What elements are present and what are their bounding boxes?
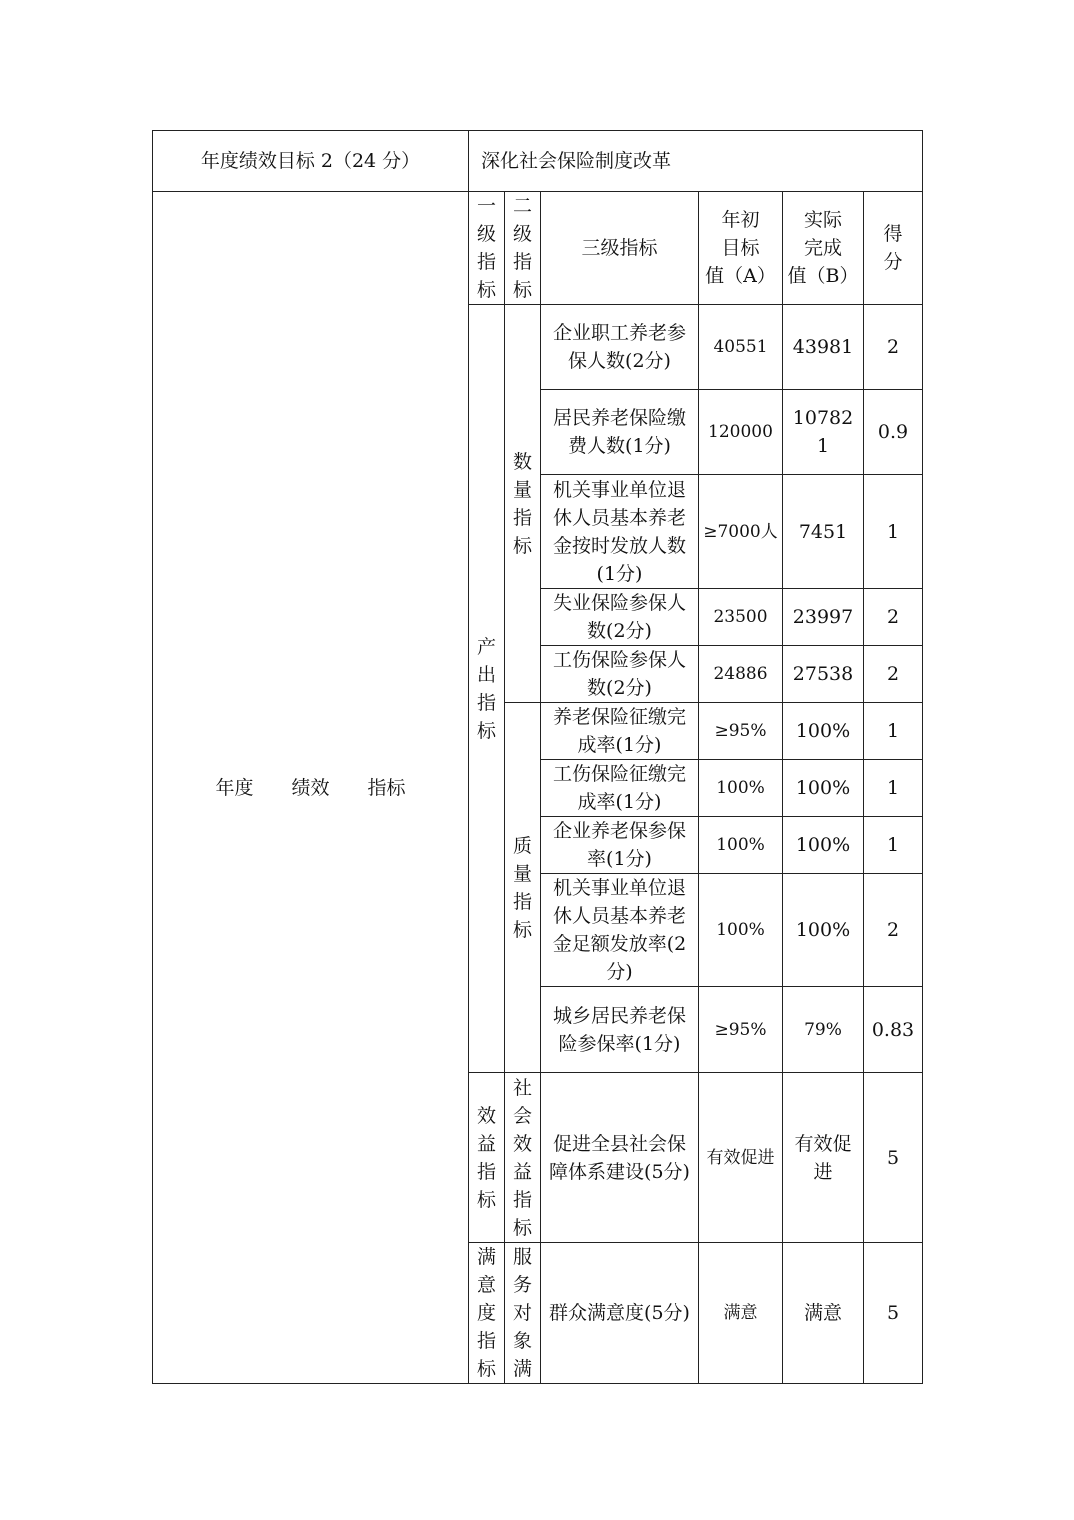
- col-header-level3: 三级指标: [541, 192, 699, 305]
- indicator-name: 城乡居民养老保险参保率(1分): [541, 987, 699, 1073]
- target-value: 100%: [699, 760, 783, 817]
- col-header-actual: 实际 完成 值（B）: [783, 192, 864, 305]
- score-value: 0.9: [864, 390, 923, 475]
- target-value: 100%: [699, 874, 783, 987]
- target-value: 120000: [699, 390, 783, 475]
- indicator-name: 企业职工养老参保人数(2分): [541, 305, 699, 390]
- score-value: 2: [864, 589, 923, 646]
- score-value: 1: [864, 817, 923, 874]
- score-value: 1: [864, 703, 923, 760]
- target-value: ≥95%: [699, 987, 783, 1073]
- col-header-level2: 二级指标: [505, 192, 541, 305]
- target-value: 满意: [699, 1243, 783, 1384]
- group-output: 产出指标: [469, 305, 505, 1073]
- group-quality: 质量指标: [505, 703, 541, 1073]
- group-service-object: 服务对象满: [505, 1243, 541, 1384]
- indicator-name: 机关事业单位退休人员基本养老金按时发放人数(1分): [541, 475, 699, 589]
- indicator-name: 养老保险征缴完成率(1分): [541, 703, 699, 760]
- target-value: 23500: [699, 589, 783, 646]
- side-label-annual-performance-indicators: 年度 绩效 指标: [153, 192, 469, 1384]
- indicator-name: 工伤保险参保人数(2分): [541, 646, 699, 703]
- goal-label: 年度绩效目标 2（24 分）: [153, 131, 469, 192]
- performance-table: [152, 130, 923, 1384]
- indicator-name: 居民养老保险缴费人数(1分): [541, 390, 699, 475]
- col-header-target: 年初 目标 值（A）: [699, 192, 783, 305]
- target-value: 100%: [699, 817, 783, 874]
- score-value: 1: [864, 475, 923, 589]
- indicator-name: 企业养老保参保率(1分): [541, 817, 699, 874]
- target-value: 24886: [699, 646, 783, 703]
- actual-value: 有效促进: [783, 1073, 864, 1243]
- actual-value: 100%: [783, 874, 864, 987]
- score-value: 5: [864, 1243, 923, 1384]
- score-value: 1: [864, 760, 923, 817]
- column-header-row: [153, 192, 923, 305]
- score-value: 0.83: [864, 987, 923, 1073]
- goal-row: [153, 131, 923, 192]
- indicator-name: 工伤保险征缴完成率(1分): [541, 760, 699, 817]
- target-value: ≥7000人: [699, 475, 783, 589]
- indicator-name: 失业保险参保人数(2分): [541, 589, 699, 646]
- actual-value: 7451: [783, 475, 864, 589]
- goal-value: 深化社会保险制度改革: [469, 131, 923, 192]
- col-header-level1: 一级指标: [469, 192, 505, 305]
- target-value: 40551: [699, 305, 783, 390]
- score-value: 5: [864, 1073, 923, 1243]
- target-value: 有效促进: [699, 1073, 783, 1243]
- indicator-name: 促进全县社会保障体系建设(5分): [541, 1073, 699, 1243]
- group-satisfaction: 满意度指标: [469, 1243, 505, 1384]
- score-value: 2: [864, 646, 923, 703]
- actual-value: 79%: [783, 987, 864, 1073]
- target-value: ≥95%: [699, 703, 783, 760]
- score-value: 2: [864, 874, 923, 987]
- actual-value: 27538: [783, 646, 864, 703]
- actual-value: 43981: [783, 305, 864, 390]
- actual-value: 107821: [783, 390, 864, 475]
- group-quantity: 数量指标: [505, 305, 541, 703]
- score-value: 2: [864, 305, 923, 390]
- actual-value: 23997: [783, 589, 864, 646]
- indicator-name: 群众满意度(5分): [541, 1243, 699, 1384]
- actual-value: 100%: [783, 760, 864, 817]
- group-social-benefit: 社会效益指标: [505, 1073, 541, 1243]
- col-header-score: 得 分: [864, 192, 923, 305]
- actual-value: 满意: [783, 1243, 864, 1384]
- actual-value: 100%: [783, 817, 864, 874]
- indicator-name: 机关事业单位退休人员基本养老金足额发放率(2分): [541, 874, 699, 987]
- actual-value: 100%: [783, 703, 864, 760]
- group-benefit: 效益指标: [469, 1073, 505, 1243]
